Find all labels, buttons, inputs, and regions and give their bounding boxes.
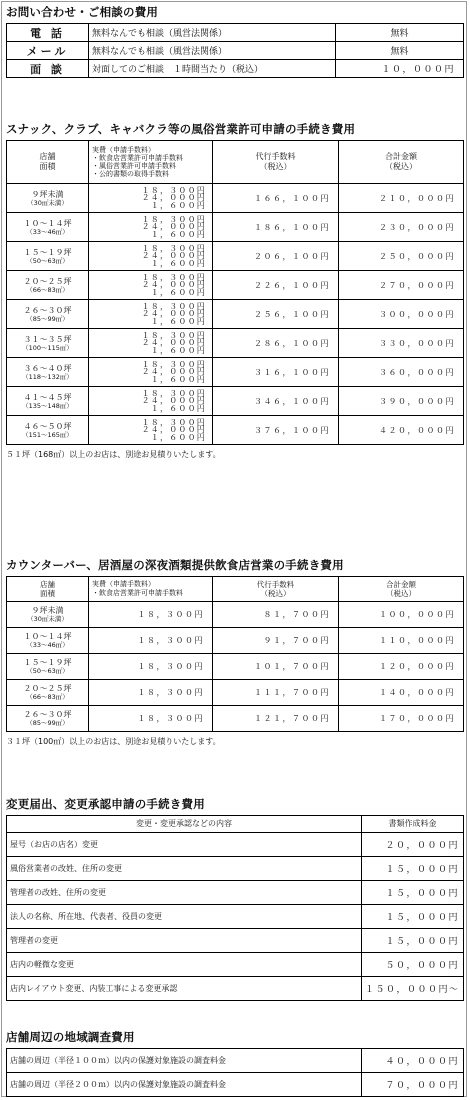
change-content: 屋号（お店の店名）変更: [7, 833, 362, 857]
snack-fee: １，６００円: [150, 200, 206, 210]
counter-agency: １２１，７００円: [213, 706, 339, 732]
survey-table: [6, 1048, 464, 1097]
snack-fee: １８，３００円: [141, 331, 206, 341]
consult-title: お問い合わせ・ご相談の費用: [6, 5, 159, 19]
change-content: 店内の軽微な変更: [7, 953, 362, 977]
counter-area: （66～83㎡）: [26, 693, 69, 701]
consult-price: 無料: [336, 42, 464, 60]
snack-fee: １，６００円: [150, 345, 206, 355]
snack-agency: ２０６，１００円: [213, 242, 339, 271]
counter-agency: １１１，７００円: [213, 680, 339, 706]
snack-size-cell: [7, 242, 89, 271]
change-row: [7, 929, 464, 953]
snack-fee: １，６００円: [150, 374, 206, 384]
counter-area: （50～63㎡）: [26, 667, 69, 675]
snack-area: （100～115㎡）: [22, 343, 73, 352]
snack-area: （33～46㎡）: [26, 227, 69, 236]
counter-total: １４０，０００円: [339, 680, 464, 706]
consult-label: メール: [7, 42, 89, 60]
counter-size-cell: [7, 680, 89, 706]
counter-agency: ８１，７００円: [213, 602, 339, 628]
counter-fee: １８，３００円: [89, 654, 213, 680]
counter-total: １７０，０００円: [339, 706, 464, 732]
counter-fee: １８，３００円: [89, 628, 213, 654]
snack-area: （85～99㎡）: [26, 314, 69, 323]
consult-price: １０，０００円: [336, 60, 464, 78]
snack-fee-cell: [89, 184, 213, 213]
snack-fee: １８，３００円: [141, 273, 206, 283]
consult-price: 無料: [336, 24, 464, 42]
snack-fee: ２４，０００円: [141, 193, 206, 203]
counter-row: [7, 706, 464, 732]
counter-row: [7, 654, 464, 680]
snack-row: [7, 387, 464, 416]
survey-content: 店舗の周辺（半径２００ｍ）以内の保護対象施設の調査料金: [7, 1073, 362, 1097]
counter-title: カウンターバー、居酒屋の深夜酒類提供飲食店営業の手続き費用: [6, 558, 344, 572]
snack-fee-cell: [89, 242, 213, 271]
survey-fee: ４０，０００円: [362, 1049, 464, 1073]
snack-row: [7, 416, 464, 445]
change-row: [7, 953, 464, 977]
snack-fee: ２４，０００円: [141, 367, 206, 377]
snack-row: [7, 300, 464, 329]
counter-fee: １８，３００円: [89, 680, 213, 706]
change-row: [7, 881, 464, 905]
counter-size-cell: [7, 602, 89, 628]
counter-table: [6, 576, 464, 732]
change-content: 法人の名称、所在地、代表者、役員の変更: [7, 905, 362, 929]
counter-size-cell: [7, 654, 89, 680]
snack-fee-cell: [89, 329, 213, 358]
counter-total: １１０，０００円: [339, 628, 464, 654]
change-row: [7, 977, 464, 1001]
snack-fee-cell: [89, 213, 213, 242]
counter-agency: ９１，７００円: [213, 628, 339, 654]
snack-total: ２１０，０００円: [339, 184, 464, 213]
counter-size: ２０～２５坪: [23, 684, 72, 693]
snack-fee: １，６００円: [150, 316, 206, 326]
change-content: 管理者の改姓、住所の変更: [7, 881, 362, 905]
counter-section: [6, 557, 464, 748]
snack-size-cell: [7, 184, 89, 213]
snack-size-cell: [7, 416, 89, 445]
survey-row: [7, 1049, 464, 1073]
snack-fee-cell: [89, 358, 213, 387]
snack-header-store: 店舗 面積: [7, 141, 89, 184]
snack-fee: ２４，０００円: [141, 338, 206, 348]
change-header-fee: 書類作成料金: [362, 816, 464, 833]
snack-header-total: 合計金額 （税込）: [339, 141, 464, 184]
counter-fee: １８，３００円: [89, 602, 213, 628]
snack-area: （118～132㎡）: [22, 372, 73, 381]
snack-total: ２５０，０００円: [339, 242, 464, 271]
snack-total: ３９０，０００円: [339, 387, 464, 416]
snack-fee-cell: [89, 300, 213, 329]
counter-row: [7, 602, 464, 628]
snack-header-agency: 代行手数料 （税込）: [213, 141, 339, 184]
counter-header-total: 合計金額 （税込）: [339, 577, 464, 602]
counter-total: １００，０００円: [339, 602, 464, 628]
snack-fee: ２４，０００円: [141, 251, 206, 261]
consult-row: [7, 60, 464, 78]
counter-header-agency: 代行手数料 （税込）: [213, 577, 339, 602]
snack-agency: ２２６，１００円: [213, 271, 339, 300]
snack-size: １０～１４坪: [23, 218, 72, 228]
change-fee: ２０，０００円: [362, 833, 464, 857]
change-content: 風俗営業者の改姓、住所の変更: [7, 857, 362, 881]
counter-row: [7, 680, 464, 706]
change-row: [7, 905, 464, 929]
snack-row: [7, 358, 464, 387]
counter-fee: １８，３００円: [89, 706, 213, 732]
change-section: [6, 796, 464, 1001]
survey-row: [7, 1073, 464, 1097]
snack-total: ３００，０００円: [339, 300, 464, 329]
change-header-content: 変更・変更承認などの内容: [7, 816, 362, 833]
counter-size: ２６～３０坪: [23, 710, 72, 719]
counter-note: ３１坪（100㎡）以上のお店は、別途お見積りいたします。: [6, 737, 221, 746]
snack-row: [7, 329, 464, 358]
survey-fee: ７０，０００円: [362, 1073, 464, 1097]
snack-row: [7, 242, 464, 271]
counter-row: [7, 628, 464, 654]
snack-size-cell: [7, 329, 89, 358]
snack-area: （66～83㎡）: [26, 285, 69, 294]
snack-fee: ２４，０００円: [141, 222, 206, 232]
snack-fee: １８，３００円: [141, 215, 206, 225]
snack-agency: ３１６，１００円: [213, 358, 339, 387]
snack-area: （30㎡未満）: [27, 198, 68, 207]
consult-row: [7, 24, 464, 42]
consult-label: 電 話: [7, 24, 89, 42]
consult-table: [6, 23, 464, 78]
snack-fee: １，６００円: [150, 403, 206, 413]
snack-size-cell: [7, 387, 89, 416]
snack-area: （50～63㎡）: [26, 256, 69, 265]
counter-size-cell: [7, 706, 89, 732]
counter-total: １２０，０００円: [339, 654, 464, 680]
snack-total: ３３０，０００円: [339, 329, 464, 358]
consult-desc: 無料なんでも相談（風営法関係）: [89, 42, 336, 60]
snack-size: ３１～３５坪: [23, 334, 72, 344]
snack-fee-cell: [89, 416, 213, 445]
snack-section: [6, 121, 464, 461]
snack-area: （135～148㎡）: [22, 401, 73, 410]
snack-size: ４１～４５坪: [23, 392, 72, 402]
snack-agency: ２８６，１００円: [213, 329, 339, 358]
snack-size-cell: [7, 271, 89, 300]
change-table: [6, 815, 464, 1001]
survey-title: 店舗周辺の地域調査費用: [6, 1030, 135, 1044]
snack-size: ２６～３０坪: [23, 305, 72, 315]
snack-fee-cell: [89, 387, 213, 416]
change-fee: ５０，０００円: [362, 953, 464, 977]
snack-size-cell: [7, 300, 89, 329]
snack-row: [7, 213, 464, 242]
snack-fee: １，６００円: [150, 287, 206, 297]
snack-total: ２３０，０００円: [339, 213, 464, 242]
snack-agency: ３４６，１００円: [213, 387, 339, 416]
counter-header-actual: 実費（申請手数料） ・飲食店営業許可申請手数料: [89, 577, 213, 602]
change-content: 店内レイアウト変更、内装工事による変更承認: [7, 977, 362, 1001]
snack-fee: １８，３００円: [141, 244, 206, 254]
change-fee: １５，０００円: [362, 905, 464, 929]
snack-fee: １，６００円: [150, 229, 206, 239]
counter-size-cell: [7, 628, 89, 654]
change-title: 変更届出、変更承認申請の手続き費用: [6, 797, 205, 811]
snack-agency: ３７６，１００円: [213, 416, 339, 445]
counter-agency: １０１，７００円: [213, 654, 339, 680]
snack-total: ４２０，０００円: [339, 416, 464, 445]
snack-header-actual: 実費（申請手数料） ・飲食店営業許可申請手数料 ・風俗営業許可申請手数料 ・公的書類の取得手数料: [89, 141, 213, 184]
snack-size: ３６～４０坪: [23, 363, 72, 373]
snack-title: スナック、クラブ、キャバクラ等の風俗営業許可申請の手続き費用: [6, 122, 356, 136]
consult-row: [7, 42, 464, 60]
snack-size: ４６～５０坪: [23, 421, 72, 431]
snack-agency: １６６，１００円: [213, 184, 339, 213]
snack-size-cell: [7, 213, 89, 242]
snack-area: （151～165㎡）: [22, 430, 73, 439]
snack-fee: １８，３００円: [141, 418, 206, 428]
snack-total: ２７０，０００円: [339, 271, 464, 300]
snack-size-cell: [7, 358, 89, 387]
consult-section: [6, 4, 464, 78]
change-row: [7, 833, 464, 857]
snack-fee: ２４，０００円: [141, 309, 206, 319]
snack-fee-cell: [89, 271, 213, 300]
snack-table: [6, 140, 464, 445]
counter-size: １０～１４坪: [23, 632, 72, 641]
snack-row: [7, 271, 464, 300]
snack-fee: １，６００円: [150, 258, 206, 268]
consult-label: 面 談: [7, 60, 89, 78]
snack-fee: １８，３００円: [141, 302, 206, 312]
snack-fee: １８，３００円: [141, 186, 206, 196]
counter-size: １５～１９坪: [23, 658, 72, 667]
change-fee: １５，０００円: [362, 881, 464, 905]
survey-section: [6, 1029, 464, 1097]
snack-size: ２０～２５坪: [23, 276, 72, 286]
snack-total: ３６０，０００円: [339, 358, 464, 387]
snack-fee: １８，３００円: [141, 360, 206, 370]
snack-agency: ２５６，１００円: [213, 300, 339, 329]
change-fee: １５，０００円: [362, 857, 464, 881]
counter-area: （30㎡未満）: [27, 615, 68, 623]
change-row: [7, 857, 464, 881]
snack-agency: １８６，１００円: [213, 213, 339, 242]
snack-size: １５～１９坪: [23, 247, 72, 257]
change-fee: １５０，０００円～: [362, 977, 464, 1001]
snack-fee: ２４，０００円: [141, 280, 206, 290]
counter-size: ９坪未満: [31, 606, 64, 615]
counter-area: （85～99㎡）: [26, 719, 69, 727]
snack-note: ５１坪（168㎡）以上のお店は、別途お見積りいたします。: [6, 450, 221, 459]
change-fee: １５，０００円: [362, 929, 464, 953]
consult-desc: 無料なんでも相談（風営法関係）: [89, 24, 336, 42]
snack-fee: ２４，０００円: [141, 425, 206, 435]
survey-content: 店舗の周辺（半径１００ｍ）以内の保護対象施設の調査料金: [7, 1049, 362, 1073]
counter-header-store: 店舗 面積: [7, 577, 89, 602]
snack-size: ９坪未満: [31, 189, 64, 199]
snack-fee: １８，３００円: [141, 389, 206, 399]
snack-fee: １，６００円: [150, 432, 206, 442]
snack-row: [7, 184, 464, 213]
counter-area: （33～46㎡）: [26, 641, 69, 649]
snack-fee: ２４，０００円: [141, 396, 206, 406]
consult-desc: 対面してのご相談 １時間当たり（税込）: [89, 60, 336, 78]
change-content: 管理者の変更: [7, 929, 362, 953]
